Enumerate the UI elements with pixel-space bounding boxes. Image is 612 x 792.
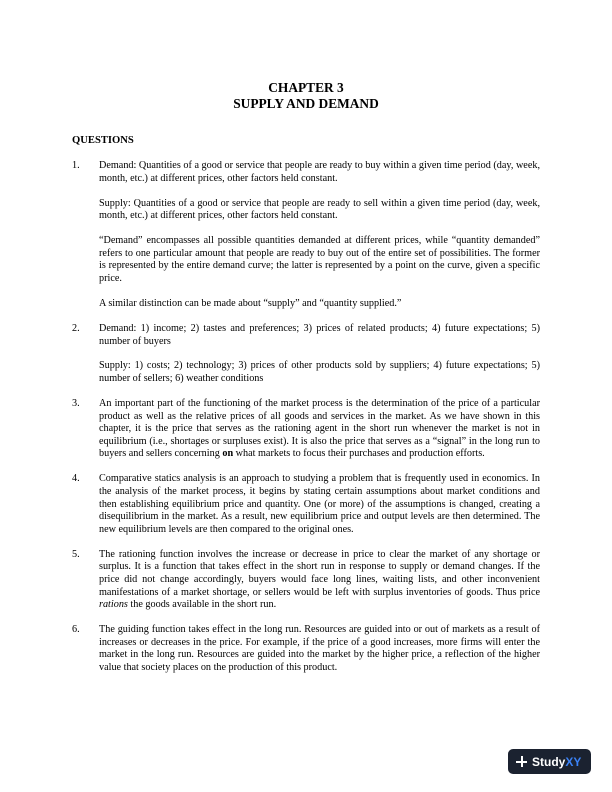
question-item <box>72 160 540 311</box>
badge-text-xy: XY <box>565 754 582 769</box>
paragraph: A similar distinction can be made about “supply” and “quantity supplied.” <box>99 297 402 309</box>
paragraph: The rationing function involves the increase or decrease in price to clear the market of any shortage or surplus. It is a function that takes effect in the short run in response to supply or demand changes. If the price did not change accordingly, buyers would face long lines, waiting lists, and other inconvenient manifestations of a market shortage, or sellers would be left with surplus inventories of goods. Thus price rations the goods available in the short run. <box>99 548 540 611</box>
question-number: 5. <box>72 548 80 560</box>
question-item <box>72 473 540 536</box>
question-body <box>99 473 540 536</box>
badge-text-study: Study <box>532 754 566 769</box>
paragraph: The guiding function takes effect in the long run. Resources are guided into or out of markets as a result of increases or decreases in the price. For example, if the price of a good increases, more firms will enter the market in the long run. Resources are guided into the market by the higher price, a reflection of the higher value that society places on the production of this product. <box>99 624 540 673</box>
question-body <box>99 549 540 612</box>
question-body <box>99 398 540 461</box>
paragraph: Demand: Quantities of a good or service that people are ready to buy within a given time period (day, week, month, etc.) at different prices, other factors held constant. <box>99 160 540 184</box>
question-item <box>72 624 540 674</box>
questions-list <box>72 160 540 687</box>
question-number: 4. <box>72 473 80 485</box>
paragraph: Demand: 1) income; 2) tastes and preferences; 3) prices of related products; 4) future expectations; 5) number of buyers <box>99 322 540 347</box>
question-item <box>72 323 540 386</box>
question-number: 6. <box>72 624 80 636</box>
section-heading: QUESTIONS <box>72 135 134 146</box>
question-body <box>99 624 540 674</box>
emphasis-bold: on <box>222 448 234 460</box>
paragraph: Comparative statics analysis is an approach to studying a problem that is frequently used in economics. In the analysis of the market process, it begins by stating certain assumptions about market conditions and then establishing equilibrium price and quantity. One (or more) of the assumptions is changed, creating a disequilibrium in the market. As a result, new equilibrium price and output levels are then determined. The new equilibrium levels are then compared to the original ones. <box>99 473 540 535</box>
paragraph: “Demand” encompasses all possible quantities demanded at different prices, while “quantity demanded” refers to one particular amount that people are ready to buy out of the entire set of possibilities. The former is represented by the entire demand curve; the latter is represented by a point on the curve, given a specific price. <box>99 235 540 284</box>
question-body <box>99 323 540 386</box>
question-number: 1. <box>72 160 80 171</box>
paragraph: An important part of the functioning of the market process is the determination of the price of a particular product as well as the relative prices of all goods and services in the market. As we have shown in this chapter, it is the price that serves as the rationing agent in the short run whenever the market is not in equilibrium (i.e., shortages or surpluses exist). It is also the price that serves as a “signal” in the long run to buyers and sellers concerning on what markets to focus their purchases and production efforts. <box>99 398 540 460</box>
studyxy-badge[interactable] <box>508 749 591 774</box>
plus-sparkle-icon <box>516 756 527 767</box>
question-number: 3. <box>72 398 80 410</box>
question-body <box>99 160 540 311</box>
chapter-title: SUPPLY AND DEMAND <box>233 96 379 111</box>
question-item <box>72 549 540 612</box>
paragraph: Supply: 1) costs; 2) technology; 3) prices of other products sold by suppliers; 4) future expectations; 5) number of sellers; 6) weather conditions <box>99 360 540 385</box>
chapter-number: CHAPTER 3 <box>268 80 344 95</box>
question-number: 2. <box>72 322 80 334</box>
emphasis-italic: rations <box>99 599 128 611</box>
chapter-heading <box>0 80 612 112</box>
paragraph: Supply: Quantities of a good or service that people are ready to sell within a given time period (day, week, month, etc.) at different prices, other factors held constant. <box>99 197 540 222</box>
question-item <box>72 398 540 461</box>
